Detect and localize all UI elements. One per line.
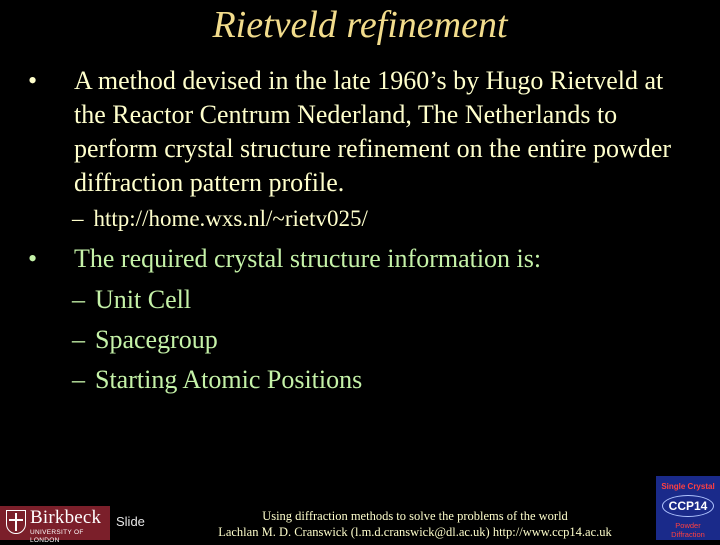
slide-title: Rietveld refinement — [212, 4, 508, 46]
sub-bullet-marker: – — [72, 206, 84, 231]
rietveld-url-link[interactable]: http://home.wxs.nl/~rietv025/ — [93, 206, 368, 231]
ccp14-top-text: Single Crystal — [661, 482, 715, 491]
ccp14-name: CCP14 — [662, 495, 714, 517]
birkbeck-logo — [0, 506, 110, 544]
bullet-marker: • — [28, 66, 38, 95]
sub-bullet-marker: – — [72, 365, 85, 394]
sub-bullet-marker: – — [72, 285, 85, 314]
footer-credits — [180, 508, 650, 540]
ccp14-bottom-text: Powder Diffraction — [671, 521, 705, 539]
logo-name: Birkbeck — [30, 507, 102, 528]
sub-bullet-marker: – — [72, 325, 85, 354]
sub-bullet-unit-cell — [72, 283, 191, 317]
sub-bullet-atomic-positions — [72, 363, 362, 397]
bullet-text: The required crystal structure information is: — [74, 244, 542, 273]
sub-bullet-text: Unit Cell — [95, 285, 192, 314]
crest-icon — [6, 510, 26, 534]
footer-line-2: Lachlan M. D. Cranswick (l.m.d.cranswick@dl.ac.uk) http://www.ccp14.ac.uk — [218, 525, 612, 539]
sub-bullet-text: Starting Atomic Positions — [95, 365, 363, 394]
bullet-text: A method devised in the late 1960’s by Hugo Rietveld at the Reactor Centrum Nederland, The Netherlands to perform crystal structure refinement on the entire powder diffraction pattern profile. — [74, 66, 672, 197]
bullet-marker: • — [28, 244, 38, 273]
ccp14-logo — [656, 476, 720, 540]
slide-number-label: Slide — [116, 514, 145, 529]
sub-bullet-url — [72, 204, 368, 234]
bullet-requirements — [28, 242, 541, 276]
sub-bullet-spacegroup — [72, 323, 218, 357]
bullet-method — [28, 64, 684, 200]
logo-subtitle: UNIVERSITY OF LONDON — [30, 529, 84, 544]
sub-bullet-text: Spacegroup — [95, 325, 218, 354]
footer-line-1: Using diffraction methods to solve the problems of the world — [262, 509, 568, 523]
